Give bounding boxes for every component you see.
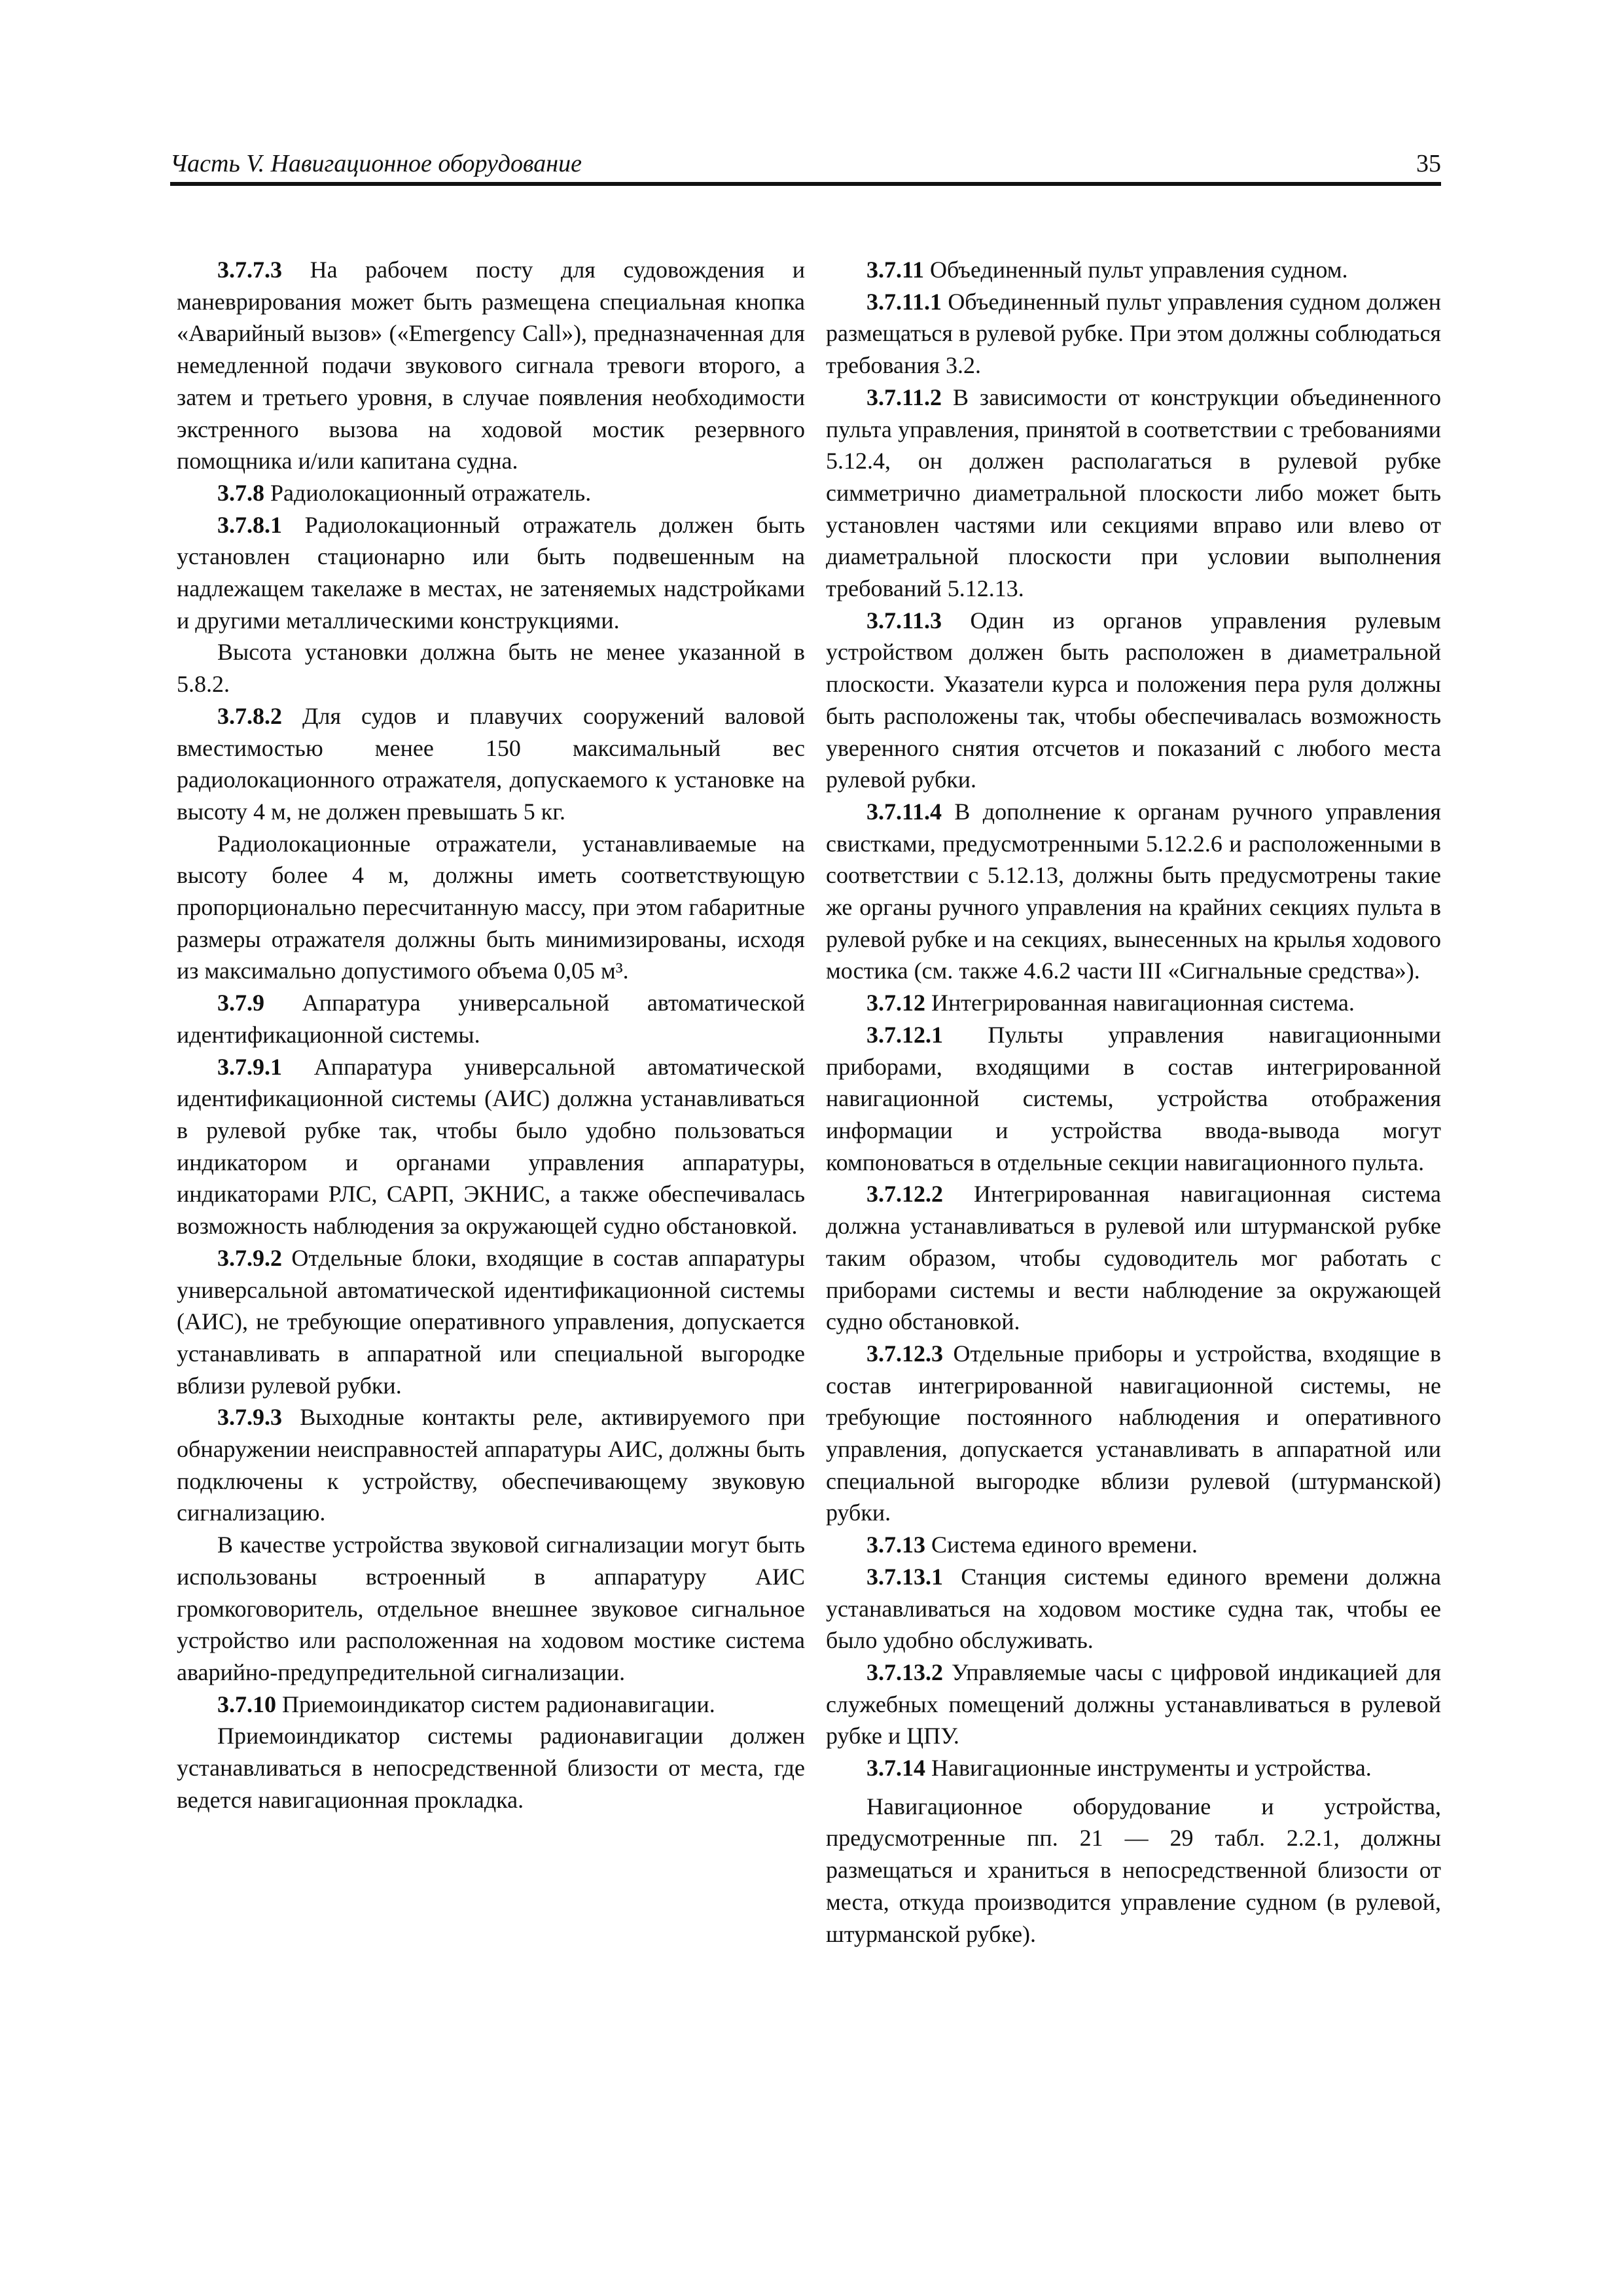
- clause-number: 3.7.11: [866, 257, 925, 283]
- paragraph-3-7-11-1: [826, 286, 1441, 382]
- paragraph-3-7-9-2: [177, 1242, 805, 1402]
- paragraph-3-7-7-3: [177, 254, 805, 477]
- clause-number: 3.7.11.1: [866, 288, 942, 315]
- clause-number: 3.7.12.1: [866, 1021, 943, 1048]
- paragraph-3-7-12-2: [826, 1178, 1441, 1338]
- clause-text: Отдельные блоки, входящие в состав аппаратуры универсальной автоматической идентификационной системы (АИС), не требующие оперативного управления, допускается устанавливать в аппаратной или специальной выгородке вблизи рулевой рубки.: [177, 1244, 805, 1399]
- clause-text: Радиолокационный отражатель.: [264, 479, 592, 506]
- paragraph-radionav-receiver: [177, 1720, 805, 1816]
- paragraph-3-7-11-2: [826, 382, 1441, 605]
- paragraph-3-7-9-1: [177, 1051, 805, 1242]
- clause-text: Аппаратура универсальной автоматической идентификационной системы.: [177, 990, 805, 1048]
- clause-number: 3.7.12.3: [866, 1340, 943, 1367]
- clause-text: Высота установки должна быть не менее указанной в 5.8.2.: [177, 639, 805, 698]
- paragraph-3-7-11-3: [826, 605, 1441, 796]
- clause-text: Интегрированная навигационная система.: [925, 990, 1355, 1016]
- page-header: [170, 145, 1441, 186]
- right-column: [826, 254, 1441, 1950]
- clause-number: 3.7.9.2: [217, 1244, 282, 1271]
- paragraph-height-note: [177, 636, 805, 700]
- clause-text: Объединенный пульт управления судном.: [924, 257, 1348, 283]
- paragraph-3-7-13-1: [826, 1561, 1441, 1657]
- heading-3-7-8: [177, 477, 805, 509]
- clause-text: Выходные контакты реле, активируемого при обнаружении неисправностей аппаратуры АИС, должны быть подключены к устройству, обеспечивающему звуковую сигнализацию.: [177, 1404, 805, 1526]
- clause-number: 3.7.9.1: [217, 1053, 282, 1080]
- clause-text: Для судов и плавучих сооружений валовой вместимостью менее 150 максимальный вес радиолокационного отражателя, допускаемого к установке на высоту 4 м, не должен превышать 5 кг.: [177, 702, 805, 825]
- clause-number: 3.7.9: [217, 990, 264, 1016]
- heading-3-7-12: [826, 987, 1441, 1019]
- clause-number: 3.7.10: [217, 1691, 276, 1717]
- clause-text: Объединенный пульт управления судном должен размещаться в рулевой рубке. При этом должны соблюдаться требования 3.2.: [826, 288, 1441, 379]
- clause-text: Навигационные инструменты и устройства.: [925, 1755, 1372, 1782]
- paragraph-sound-signal: [177, 1529, 805, 1689]
- clause-text: Станция системы единого времени должна устанавливаться на ходовом мостике судна так, чтобы ее было удобно обслуживать.: [826, 1563, 1441, 1654]
- paragraph-3-7-13-2: [826, 1657, 1441, 1752]
- heading-3-7-10: [177, 1689, 805, 1721]
- clause-number: 3.7.12.2: [866, 1181, 943, 1208]
- clause-number: 3.7.13.1: [866, 1563, 943, 1590]
- clause-number: 3.7.11.2: [866, 384, 942, 410]
- clause-number: 3.7.14: [866, 1755, 925, 1782]
- clause-text: Один из органов управления рулевым устройством должен быть расположен в диаметральной плоскости. Указатели курса и положения пера руля должны быть расположены так, чтобы обеспечивалась возможность уверенного снятия отсчетов и показаний с любого места рулевой рубки.: [826, 607, 1441, 793]
- clause-text: Радиолокационный отражатель должен быть установлен стационарно или быть подвешенным на надлежащем такелаже в местах, не затеняемых надстройками и другими металлическими конструкциями.: [177, 511, 805, 634]
- clause-text: Интегрированная навигационная система должна устанавливаться в рулевой или штурманской рубке таким образом, чтобы судоводитель мог работать с приборами системы и вести наблюдение за окружающей судно обстановкой.: [826, 1181, 1441, 1335]
- heading-3-7-13: [826, 1529, 1441, 1561]
- clause-number: 3.7.8.1: [217, 511, 282, 538]
- paragraph-3-7-8-2: [177, 700, 805, 828]
- paragraph-3-7-11-4: [826, 796, 1441, 987]
- clause-text: В качестве устройства звуковой сигнализации могут быть использованы встроенный в аппаратуру АИС громкоговоритель, отдельное внешнее звуковое сигнальное устройство или расположенная на ходовом мостике система аварийно-предупредительной сигнализации.: [177, 1532, 805, 1685]
- running-title: Часть V. Навигационное оборудование: [170, 150, 582, 177]
- paragraph-3-7-12-1: [826, 1019, 1441, 1179]
- clause-text: В зависимости от конструкции объединенного пульта управления, принятой в соответствии с требованиями 5.12.4, он должен располагаться в рулевой рубке симметрично диаметральной плоскости либо может быть установлен частями или секциями вправо или влево от диаметральной плоскости при условии выполнения требований 5.12.13.: [826, 384, 1441, 602]
- paragraph-3-7-9-3: [177, 1401, 805, 1529]
- heading-3-7-9: [177, 987, 805, 1050]
- clause-text: Радиолокационные отражатели, устанавливаемые на высоту более 4 м, должны иметь соответствующую пропорционально пересчитанную массу, при этом габаритные размеры отражателя должны быть минимизированы, исходя из максимально допустимого объема 0,05 м³.: [177, 830, 805, 984]
- paragraph-3-7-8-1: [177, 509, 805, 637]
- clause-text: Пульты управления навигационными приборами, входящими в состав интегрированной навигационной системы, устройства отображения информации и устройства ввода-вывода могут компоноваться в отдельные секции навигационного пульта.: [826, 1021, 1441, 1175]
- clause-text: Приемоиндикатор системы радионавигации должен устанавливаться в непосредственной близости от места, где ведется навигационная прокладка.: [177, 1723, 805, 1813]
- clause-text: Управляемые часы с цифровой индикацией для служебных помещений должны устанавливаться в рулевой рубке и ЦПУ.: [826, 1659, 1441, 1749]
- clause-number: 3.7.12: [866, 990, 925, 1016]
- clause-text: Система единого времени.: [925, 1532, 1198, 1558]
- page-number: 35: [1416, 150, 1441, 177]
- clause-number: 3.7.8: [217, 479, 264, 506]
- clause-number: 3.7.13: [866, 1532, 925, 1558]
- paragraph-reflector-mass: [177, 828, 805, 988]
- clause-text: Навигационное оборудование и устройства, предусмотренные пп. 21 — 29 табл. 2.2.1, должны размещаться и храниться в непосредственной близости от места, откуда производится управление судном (в рулевой, штурманской рубке).: [826, 1793, 1441, 1947]
- clause-text: В дополнение к органам ручного управления свистками, предусмотренными 5.12.2.6 и расположенными в соответствии с 5.12.13, должны быть предусмотрены такие же органы ручного управления на крайних секциях пульта в рулевой рубке и на секциях, вынесенных на крылья ходового мостика (см. также 4.6.2 части III «Сигнальные средства»).: [826, 798, 1441, 984]
- clause-text: Отдельные приборы и устройства, входящие в состав интегрированной навигационной системы, не требующие постоянного наблюдения и оперативного управления, допускается устанавливать в аппаратной или специальной выгородке вблизи рулевой (штурманской) рубки.: [826, 1340, 1441, 1526]
- clause-text: Приемоиндикатор систем радионавигации.: [276, 1691, 715, 1717]
- clause-text: Аппаратура универсальной автоматической идентификационной системы (АИС) должна устанавливаться в рулевой рубке так, чтобы было удобно пользоваться индикатором и органами управления аппаратуры, индикаторами РЛС, САРП, ЭКНИС, а также обеспечивалась возможность наблюдения за окружающей судно обстановкой.: [177, 1053, 805, 1240]
- clause-number: 3.7.11.4: [866, 798, 942, 825]
- clause-text: На рабочем посту для судовождения и маневрирования может быть размещена специальная кнопка «Аварийный вызов» («Emergency Call»), предназначенная для немедленной подачи звукового сигнала тревоги второго, а затем и третьего уровня, в случае появления необходимости экстренного вызова на ходовой мостик резервного помощника и/или капитана судна.: [177, 257, 805, 475]
- heading-3-7-14: [826, 1752, 1441, 1784]
- clause-number: 3.7.8.2: [217, 702, 282, 729]
- clause-number: 3.7.9.3: [217, 1404, 282, 1431]
- clause-number: 3.7.11.3: [866, 607, 942, 634]
- clause-number: 3.7.13.2: [866, 1659, 943, 1685]
- paragraph-3-7-12-3: [826, 1338, 1441, 1529]
- paragraph-nav-instruments: [826, 1791, 1441, 1950]
- clause-number: 3.7.7.3: [217, 257, 282, 283]
- heading-3-7-11: [826, 254, 1441, 286]
- left-column: [177, 254, 805, 1816]
